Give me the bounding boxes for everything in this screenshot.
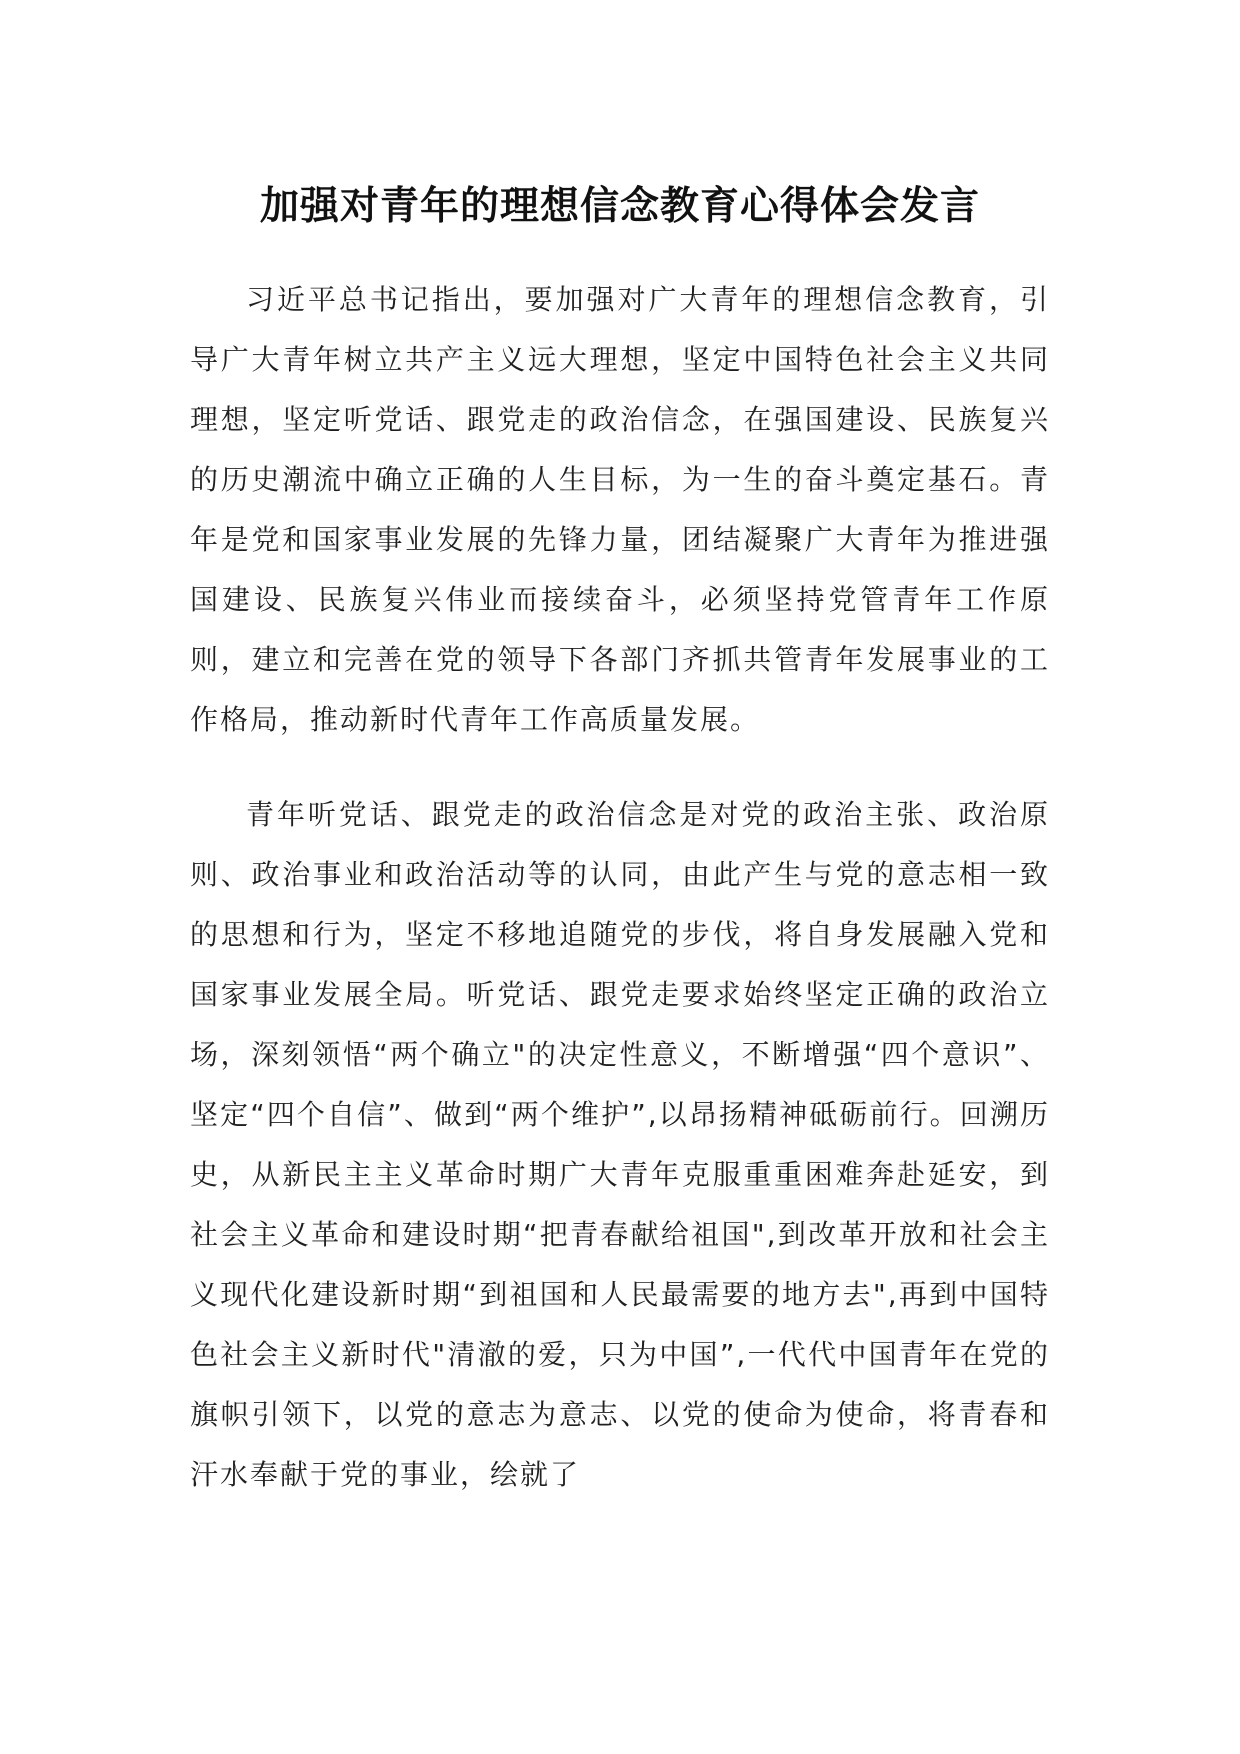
body-paragraph-1: 习近平总书记指出，要加强对广大青年的理想信念教育，引导广大青年树立共产主义远大理想，坚定中国特色社会主义共同理想，坚定听党话、跟党走的政治信念，在强国建设、民族复兴的历史潮流中确立正确的人生目标，为一生的奋斗奠定基石。青年是党和国家事业发展的先锋力量，团结凝聚广大青年为推进强国建设、民族复兴伟业而接续奋斗，必须坚持党管青年工作原则，建立和完善在党的领导下各部门齐抓共管青年发展事业的工作格局，推动新时代青年工作高质量发展。 xyxy=(190,283,1050,736)
document-title: 加强对青年的理想信念教育心得体会发言 xyxy=(259,183,980,230)
body-paragraph-2: 青年听党话、跟党走的政治信念是对党的政治主张、政治原则、政治事业和政治活动等的认同，由此产生与党的意志相一致的思想和行为，坚定不移地追随党的步伐，将自身发展融入党和国家事业发展全局。听党话、跟党走要求始终坚定正确的政治立场，深刻领悟“两个确立"的决定性意义，不断增强“四个意识”、坚定“四个自信”、做到“两个维护”,以昂扬精神砥砺前行。回溯历史，从新民主主义革命时期广大青年克服重重困难奔赴延安，到社会主义革命和建设时期“把青春献给祖国",到改革开放和社会主义现代化建设新时期“到祖国和人民最需要的地方去",再到中国特色社会主义新时代"清澈的爱，只为中国”,一代代中国青年在党的旗帜引领下，以党的意志为意志、以党的使命为使命，将青春和汗水奉献于党的事业，绘就了 xyxy=(190,798,1050,1491)
